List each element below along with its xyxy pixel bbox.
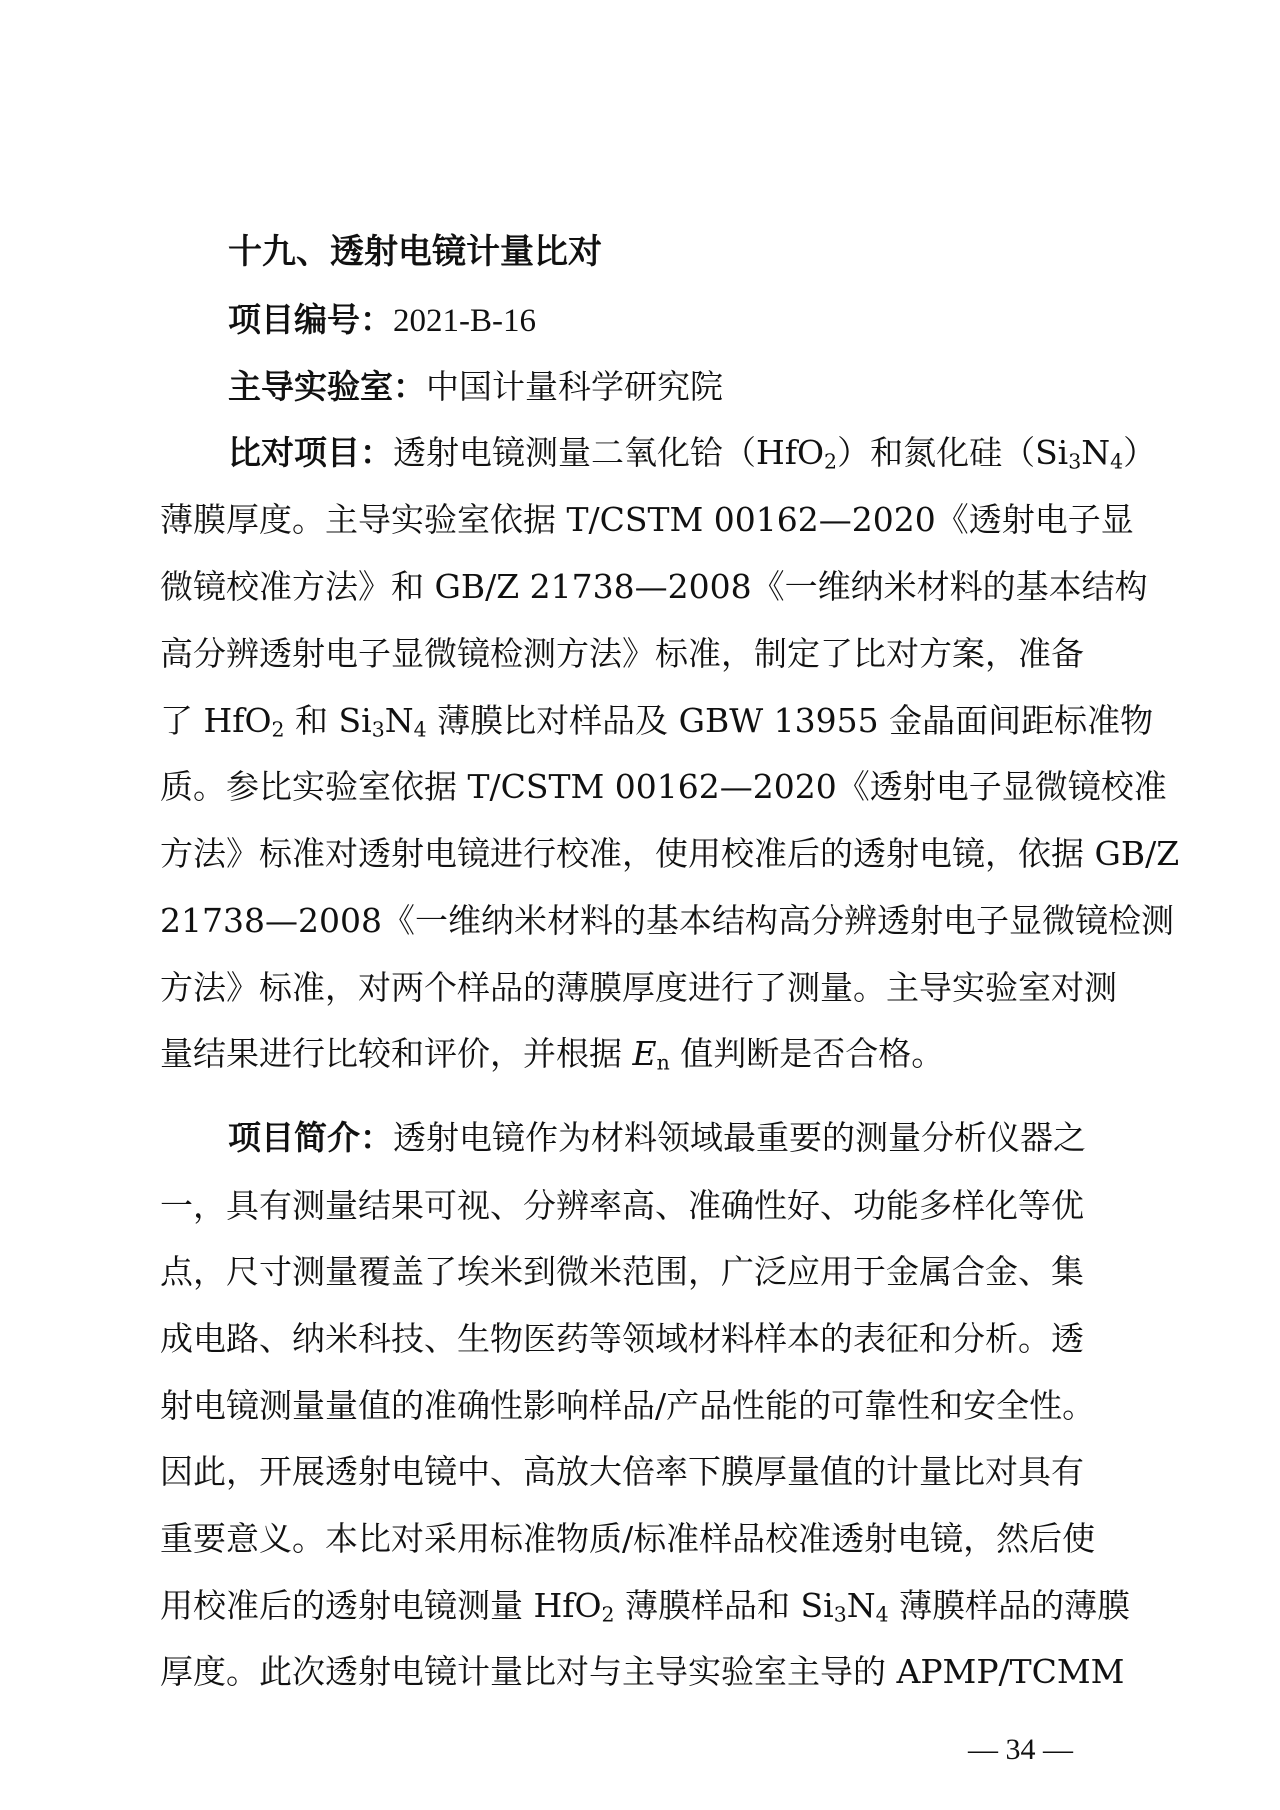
comparison-item-label: 比对项目： [228, 433, 393, 472]
subscript: 2 [271, 717, 285, 742]
paragraph-line: 一，具有测量结果可视、分辨率高、准确性好、功能多样化等优 [160, 1186, 1084, 1225]
paragraph-line: 点，尺寸测量覆盖了埃米到微米范围，广泛应用于金属合金、集 [160, 1252, 1084, 1291]
text-segment: 用校准后的透射电镜测量 HfO [160, 1586, 602, 1625]
project-number-label: 项目编号： [228, 300, 393, 339]
paragraph-line [160, 701, 1153, 741]
paragraph-line: 方法》标准，对两个样品的薄膜厚度进行了测量。主导实验室对测 [160, 968, 1117, 1007]
text-segment: ）和氮化硅（Si [837, 433, 1069, 472]
text-segment: ） [1123, 433, 1157, 472]
text-segment: N [1081, 433, 1111, 472]
paragraph-line: 薄膜厚度。主导实验室依据 T/CSTM 00162—2020《透射电子显 [160, 500, 1134, 539]
paragraph-line: 方法》标准对透射电镜进行校准，使用校准后的透射电镜，依据 GB/Z [160, 834, 1180, 873]
subscript: 3 [833, 1602, 847, 1627]
paragraph-line: 厚度。此次透射电镜计量比对与主导实验室主导的 APMP/TCMM [160, 1652, 1125, 1691]
text-segment: 了 HfO [160, 701, 272, 740]
subscript: n [656, 1050, 670, 1075]
text-segment: N [384, 701, 414, 740]
lead-lab-value: 中国计量科学研究院 [426, 367, 723, 406]
text-segment: 薄膜样品的薄膜 [888, 1586, 1131, 1625]
project-number-value: 2021-B-16 [393, 303, 536, 339]
paragraph-line [160, 1586, 1130, 1626]
paragraph-line: 高分辨透射电子显微镜检测方法》标准，制定了比对方案，准备 [160, 634, 1084, 673]
paragraph-line: 21738—2008《一维纳米材料的基本结构高分辨透射电子显微镜检测 [160, 901, 1174, 940]
paragraph-line: 射电镜测量量值的准确性影响样品/产品性能的可靠性和安全性。 [160, 1386, 1096, 1425]
section-heading: 十九、透射电镜计量比对 [228, 232, 602, 272]
text-segment: 值判断是否合格。 [669, 1034, 945, 1073]
page-number: — 34 — [968, 1733, 1073, 1766]
text-segment: 透射电镜作为材料领域最重要的测量分析仪器之 [393, 1118, 1086, 1157]
paragraph-line: 微镜校准方法》和 GB/Z 21738—2008《一维纳米材料的基本结构 [160, 567, 1148, 606]
comparison-item-line [228, 433, 1156, 473]
text-segment: 量结果进行比较和评价，并根据 [160, 1034, 633, 1073]
en-symbol: E [632, 1034, 657, 1073]
subscript: 4 [413, 717, 427, 742]
subscript: 4 [1110, 449, 1124, 474]
subscript: 2 [601, 1602, 615, 1627]
project-number-line [228, 300, 536, 340]
paragraph-line [160, 1034, 944, 1074]
subscript: 4 [875, 1602, 889, 1627]
paragraph-line: 重要意义。本比对采用标准物质/标准样品校准透射电镜，然后使 [160, 1519, 1096, 1558]
paragraph-line: 质。参比实验室依据 T/CSTM 00162—2020《透射电子显微镜校准 [160, 767, 1167, 806]
intro-line [228, 1118, 1086, 1158]
text-segment: 薄膜比对样品及 GBW 13955 金晶面间距标准物 [426, 701, 1154, 740]
subscript: 3 [1068, 449, 1082, 474]
text-segment: 薄膜样品和 Si [614, 1586, 834, 1625]
paragraph-line: 成电路、纳米科技、生物医药等领域材料样本的表征和分析。透 [160, 1319, 1084, 1358]
text-segment: 和 Si [284, 701, 372, 740]
lead-lab-label: 主导实验室： [228, 367, 426, 406]
text-segment: N [846, 1586, 876, 1625]
lead-lab-line [228, 367, 723, 407]
text-segment: 透射电镜测量二氧化铪（HfO [393, 433, 825, 472]
subscript: 3 [371, 717, 385, 742]
subscript: 2 [824, 449, 838, 474]
paragraph-line: 因此，开展透射电镜中、高放大倍率下膜厚量值的计量比对具有 [160, 1452, 1084, 1491]
intro-label: 项目简介： [228, 1118, 393, 1157]
